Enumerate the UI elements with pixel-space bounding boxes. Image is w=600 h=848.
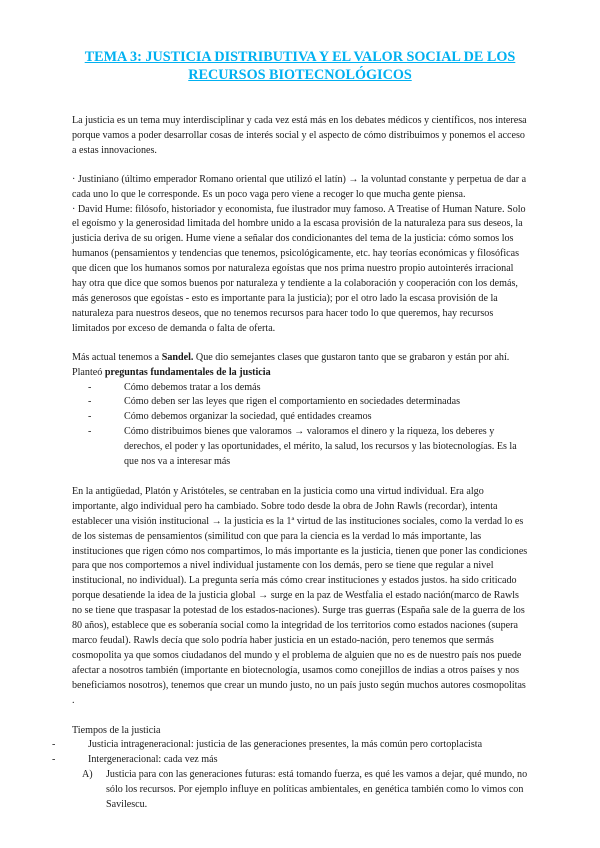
list-marker: A) [82, 769, 93, 781]
list-item: - Cómo deben ser las leyes que rigen el comportamiento en sociedades determinadas [72, 395, 528, 410]
sandel-questions-bold: preguntas fundamentales de la justicia [104, 366, 271, 378]
list-item: - Justicia intrageneracional: justicia de las generaciones presentes, la más común pero cortoplacista [36, 738, 528, 753]
hume-definition: · David Hume: filósofo, historiador y economista, fue ilustrador muy famoso. A Treatise of Human Nature. Solo el egoísmo y la generosidad limitada del hombre unido a la escasa provisión de la naturaleza para sus deseos, la justicia deriva de su origen. Hume viene a señalar dos condicionantes del tema de la justicia: cómo somos los humanos (pensamientos y tendencias que tenemos, psicológicamente, etc. hay teorías económicas y filosóficas que dicen que los humanos somos por naturaleza egoístas que nos prima nuestro propio autointerés irracional hay otra que dice que somos buenos por naturaleza y tendiente a la colaboración y cooperación con los demás, más generosos que egoístas - esto es importante para la justicia); por el otro lado la escasa provisión de la naturaleza para nuestros deseos, que no tenemos recursos para hacer todo lo que queremos, hay recursos limitados por exceso de demanda o falta de oferta. [72, 203, 526, 334]
list-item: - Cómo debemos tratar a los demás [72, 381, 528, 396]
list-item [72, 768, 528, 813]
times-sublist [72, 768, 528, 813]
times-list [36, 738, 528, 768]
list-item: - Intergeneracional: cada vez más [36, 753, 528, 768]
sandel-text-after: Que dio semejantes clases que gustaron tanto que se grabaron y están por ahí. [193, 351, 510, 363]
sandel-text-before: Más actual tenemos a [72, 351, 162, 363]
sandel-questions-lead: Planteó [72, 366, 105, 378]
sandel-questions-list [72, 381, 528, 470]
intro-paragraph: La justicia es un tema muy interdisciplinar y cada vez está más en los debates médicos y científicos, nos interesa porque vamos a poder desarrollar cosas de interés social y el aspecto de cómo distribuimos y ponemos el acceso a estas innovaciones. [72, 115, 527, 156]
document-title: TEMA 3: JUSTICIA DISTRIBUTIVA Y EL VALOR SOCIAL DE LOS RECURSOS BIOTECNOLÓGICOS [84, 49, 516, 83]
times-heading: Tiempos de la justicia [72, 724, 161, 736]
sandel-name: Sandel. [161, 351, 194, 363]
antiquity-paragraph: En la antigüedad, Platón y Aristóteles, se centraban en la justicia como una virtud individual. Era algo importante, algo individual pero ha cambiado. Sobre todo desde la obra de John Rawls (recordar), intenta establecer una visión institucional → la justicia es la 1ª virtud de las instituciones sociales, como la verdad lo es de los sistemas de pensamientos (similitud con que para la ciencia es la verdad lo más importante, las instituciones que rigen cómo nos compartimos, lo más importante es la justicia, tienen que poner las condiciones para que nos comportemos a nivel individual justamente con los demás, pero se tiene que regular a nivel institucional, no individual). La pregunta sería más cómo crear instituciones y estados justos. ha sido criticado porque desatiende la idea de la justicia global → surge en la paz de Westfalia el estado nación(marco de Rawls no se tiene que traspasar la potestad de los estados-naciones). Surge tras guerras (España sale de la guerra de los 80 años), establece que es soberanía social como la integridad de los territorios como estados naciones (supera marco feudal). Rawls decía que solo podría haber justicia en un estado-nación, pero tenemos que sermás cosmopolita ya que somos ciudadanos del mundo y el problema de alguien que no es de nuestro país nos puede afectar a nosotros también (importante en biotecnología, usamos como conejillos de indias a otros países y nos beneficiamos nosotros), tenemos que crear un mundo justo, no un país justo según muchos autores cosmopolitas . [72, 485, 528, 706]
list-item-text: Justicia para con las generaciones futuras: está tomando fuerza, es qué les vamos a dejar, qué mundo, no sólo los recursos. Por ejemplo influye en políticas ambientales, en genética también como lo vimos con Savilescu. [106, 769, 528, 811]
sandel-questions-heading [72, 366, 528, 381]
sandel-paragraph [72, 351, 528, 366]
list-item: - Cómo debemos organizar la sociedad, qué entidades creamos [72, 410, 528, 425]
list-item: - Cómo distribuimos bienes que valoramos → valoramos el dinero y la riqueza, los deberes y derechos, el poder y las oportunidades, el mérito, la salud, los recursos y las biotecnologías. Es la que nos va a interesar más [72, 425, 528, 470]
justiniano-definition: · Justiniano (último emperador Romano oriental que utilizó el latín) → la voluntad constante y perpetua de dar a cada uno lo que le corresponde. Es un poco vaga pero viene a recoger lo que mucha gente piensa. [72, 173, 527, 200]
